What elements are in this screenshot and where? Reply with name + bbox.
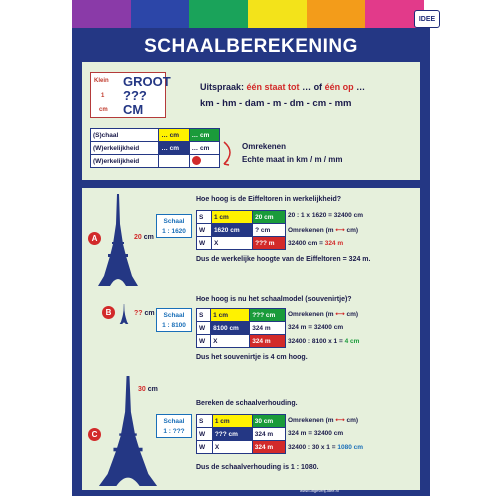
top-panel [82, 62, 420, 180]
cell: … cm [159, 142, 189, 155]
table-row [91, 142, 220, 155]
schaal-a-value: 1 : 1620 [162, 228, 186, 235]
table-row [197, 322, 286, 335]
calc-b-2: 324 m = 32400 cm [288, 324, 344, 331]
cell: 1620 cm [211, 224, 252, 237]
calc-a-3 [288, 240, 343, 247]
row-label: (S)chaal [91, 129, 159, 142]
uitspraak-middle: … of [302, 82, 323, 92]
table-row [197, 224, 286, 237]
schaal-c-value: 1 : ??? [163, 428, 185, 435]
tab-yellow [248, 0, 307, 28]
cell: X [211, 335, 250, 348]
calc-c-3b: 1080 cm [337, 444, 364, 451]
cell: ??? m [253, 237, 286, 250]
table-c [196, 414, 286, 454]
uitspraak-red2: één op [324, 82, 354, 92]
table-row [197, 428, 286, 441]
cell: 324 m [252, 441, 285, 454]
table-row [197, 211, 286, 224]
cell: X [211, 237, 252, 250]
calc-a-1: 20 : 1 x 1620 = 32400 cm [288, 212, 363, 219]
badge-c: C [88, 428, 101, 441]
conclusion-a: Dus de werkelijke hoogte van de Eiffeltoren = 324 m. [196, 256, 371, 263]
schaal-b [156, 308, 192, 332]
tab-green [189, 0, 248, 28]
calc-b-1b: cm) [346, 311, 359, 318]
cell [159, 155, 189, 168]
row-label: (W)erkelijkheid [91, 155, 159, 168]
table-row [91, 129, 220, 142]
cell [189, 155, 219, 168]
schaal-b-value: 1 : 8100 [162, 322, 186, 329]
tab-orange [307, 0, 366, 28]
red-dot-icon [192, 156, 201, 165]
cell: S [197, 415, 213, 428]
calc-c-1: Omrekenen (m ⟷ cm) [288, 417, 359, 424]
cell: 20 cm [253, 211, 286, 224]
calc-c-1b: cm) [346, 417, 359, 424]
table-row [197, 335, 286, 348]
calc-a-2b: cm) [346, 227, 359, 234]
calc-c-3a: 32400 : 30 x 1 = [288, 444, 336, 451]
uitspraak [200, 82, 365, 92]
cell: ? cm [253, 224, 286, 237]
omrekenen-label: Omrekenen [242, 142, 287, 151]
cell: 324 m [252, 428, 285, 441]
unit-legend [90, 72, 171, 118]
tab-purple [72, 0, 131, 28]
schaal-c-label: Schaal [163, 418, 185, 425]
table-row [197, 441, 286, 454]
height-a-unit: cm [143, 234, 154, 241]
schaal-b-label: Schaal [163, 312, 185, 319]
klein-label: Klein [94, 78, 109, 84]
cell: W [197, 428, 213, 441]
conclusion-b: Dus het souvenirtje is 4 cm hoog. [196, 354, 308, 361]
height-a [134, 234, 154, 241]
unknown-value: ??? [123, 88, 147, 103]
cm-label: cm [99, 107, 108, 113]
uitspraak-suffix: … [356, 82, 366, 92]
height-b-value: ?? [134, 310, 143, 317]
cell: 1 cm [212, 415, 252, 428]
schaal-a [156, 214, 192, 238]
calc-c-3 [288, 444, 363, 451]
badge-b: B [102, 306, 115, 319]
uitspraak-red: één staat tot [246, 82, 300, 92]
cell: W [197, 224, 212, 237]
cell: 324 m [250, 322, 286, 335]
height-c-unit: cm [147, 386, 158, 393]
cell: W [197, 237, 212, 250]
groot-value: GROOT [123, 74, 171, 89]
echte-maat-label: Echte maat in km / m / mm [242, 155, 343, 164]
height-b [134, 310, 155, 317]
color-tabs [72, 0, 424, 28]
table-row [197, 237, 286, 250]
cell: W [197, 322, 211, 335]
units-line: km - hm - dam - m - dm - cm - mm [200, 98, 352, 109]
cell: 30 cm [252, 415, 285, 428]
cell: ??? cm [250, 309, 286, 322]
cell: … cm [159, 129, 189, 142]
overview-table [90, 128, 220, 168]
cell: 1 cm [211, 309, 250, 322]
calc-c-2: 324 m = 32400 cm [288, 430, 344, 437]
cell: … cm [189, 142, 219, 155]
badge-a: A [88, 232, 101, 245]
calc-b-3b: 4 cm [344, 338, 360, 345]
page-title: SCHAALBEREKENING [144, 36, 358, 57]
calc-b-1: Omrekenen (m ⟷ cm) [288, 311, 359, 318]
uitspraak-prefix: Uitspraak: [200, 82, 245, 92]
idee-logo: IDEE [414, 10, 440, 28]
cell: 324 m [250, 335, 286, 348]
cell: S [197, 211, 212, 224]
cell: ??? cm [212, 428, 252, 441]
height-c-value: 30 [138, 386, 146, 393]
calc-a-3b: 324 m [324, 240, 344, 247]
calc-b-3 [288, 338, 359, 345]
footer-text: www.uitgeverij-idee.nl [300, 488, 339, 493]
table-row [197, 415, 286, 428]
poster [72, 28, 430, 496]
cell: … cm [189, 129, 219, 142]
cell: W [197, 441, 213, 454]
cell: S [197, 309, 211, 322]
bottom-panel [82, 188, 420, 490]
cell: W [197, 335, 211, 348]
row-label: (W)erkelijkheid [91, 142, 159, 155]
cell: 8100 cm [211, 322, 250, 335]
question-c: Bereken de schaalverhouding. [196, 400, 298, 407]
cell: X [212, 441, 252, 454]
height-a-value: 20 [134, 234, 142, 241]
cell: 1 cm [211, 211, 252, 224]
one-label: 1 [101, 93, 105, 99]
height-c [138, 386, 158, 393]
small-eiffel-tower-icon [118, 304, 130, 324]
calc-c-1a: Omrekenen (m [288, 417, 334, 424]
table-b [196, 308, 286, 348]
table-row [91, 155, 220, 168]
table-a [196, 210, 286, 250]
calc-a-2: Omrekenen (m ⟷ cm) [288, 227, 359, 234]
question-b: Hoe hoog is nu het schaalmodel (souvenirtje)? [196, 296, 352, 303]
height-b-unit: cm [144, 310, 155, 317]
tab-blue [131, 0, 190, 28]
calc-b-3a: 32400 : 8100 x 1 = [288, 338, 343, 345]
conclusion-c: Dus de schaalverhouding is 1 : 1080. [196, 464, 319, 471]
calc-a-2a: Omrekenen (m [288, 227, 334, 234]
arrow-icon [222, 140, 238, 176]
schaal-c [156, 414, 192, 438]
schaal-a-label: Schaal [163, 218, 185, 225]
table-row [197, 309, 286, 322]
cm-value: CM [123, 102, 144, 117]
question-a: Hoe hoog is de Eiffeltoren in werkelijkheid? [196, 196, 342, 203]
calc-a-3a: 32400 cm = [288, 240, 323, 247]
calc-b-1a: Omrekenen (m [288, 311, 334, 318]
